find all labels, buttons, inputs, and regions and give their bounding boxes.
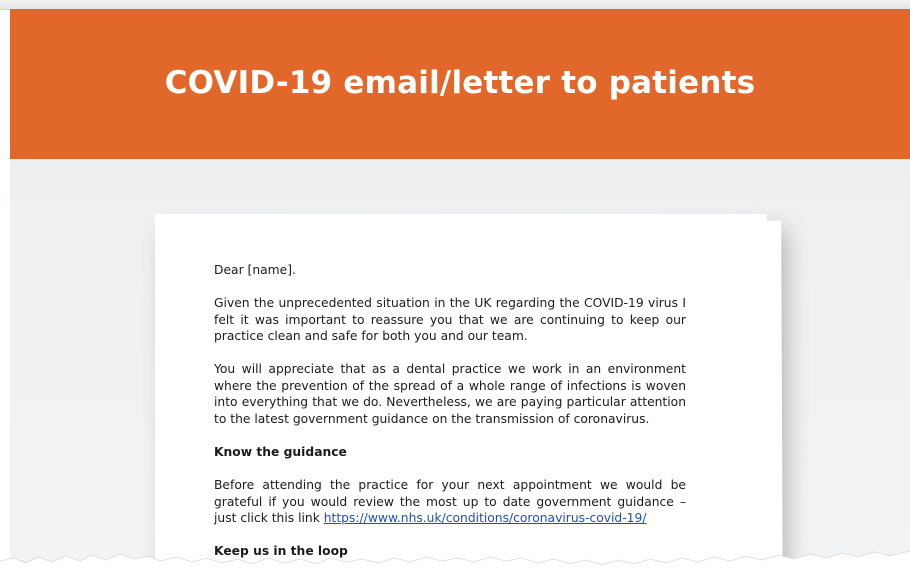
nhs-guidance-link[interactable]: https://www.nhs.uk/conditions/coronavirus-covid-19/ <box>323 511 647 526</box>
letter-paragraph: Given the unprecedented situation in the UK regarding the COVID-19 virus I felt it was important to reassure you that we are continuing to keep our practice clean and safe for both you and our team. <box>214 295 686 344</box>
letter-sheet <box>155 214 767 579</box>
page-canvas <box>10 9 910 579</box>
letter-paragraph: You will appreciate that as a dental practice we work in an environment where the prevention of the spread of a whole range of infections is woven into everything that we do. Nevertheless, we are paying particular attention to the latest government guidance on the transmission of coronavirus. <box>214 362 686 426</box>
header-banner <box>10 9 910 159</box>
letter-paragraph <box>214 477 686 527</box>
page-title: COVID-19 email/letter to patients <box>164 65 756 101</box>
section-heading: Know the guidance <box>214 444 347 459</box>
section-heading: Keep us in the loop <box>214 544 348 559</box>
torn-edge-overlay <box>0 539 910 579</box>
letter-greeting: Dear [name]. <box>214 263 296 277</box>
guidance-text: Before attending the practice for your next appointment we would be grateful if you would review the most up to date government guidance – just click this link <box>214 477 686 526</box>
